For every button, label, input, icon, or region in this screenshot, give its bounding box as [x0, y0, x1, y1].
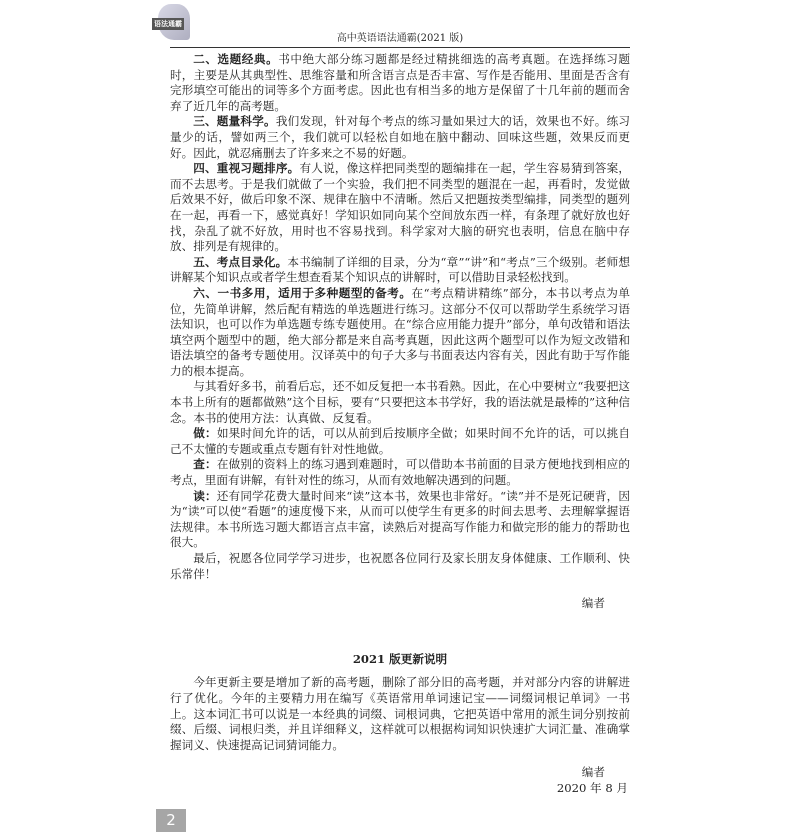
paragraph-lead: 五、考点目录化。	[193, 254, 288, 269]
paragraph	[170, 286, 630, 380]
update-notes	[170, 652, 630, 797]
logo-text: 语法通霸	[154, 19, 182, 28]
paragraph	[170, 489, 630, 551]
paragraph	[170, 52, 630, 114]
running-header: 高中英语语法通霸(2021 版)	[336, 33, 464, 44]
paragraph	[170, 426, 630, 457]
paragraph	[170, 161, 630, 255]
paragraph-lead: 二、选题经典。	[193, 52, 279, 66]
paragraph-lead: 四、重视习题排序。	[193, 161, 300, 176]
preface-signature: 编者	[581, 596, 605, 611]
paragraph	[170, 255, 630, 286]
paragraph-text: 书中绝大部分练习题都是经过精挑细选的高考真题。在选择练习题时，主要是从其典型性、思维容量和所含语言点是否丰富、写作是否能用、里面是否含有完形填空可能出的词等多个方面考虑。因此也有相当多的地方是保留了十几年前的题而舍弃了近几年的高考题。	[170, 52, 630, 113]
paragraph-text: 最后，祝愿各位同学学习进步，也祝愿各位同行及家长朋友身体健康、工作顺利、快乐常伴！	[170, 551, 630, 581]
paragraph-lead: 读：	[193, 488, 217, 503]
paragraph-lead: 六、一书多用，适用于多种题型的备考。	[193, 285, 412, 300]
update-date: 2020 年 8 月	[556, 780, 628, 795]
paragraph-text: 如果时间允许的话，可以从前到后按顺序全做；如果时间不允许的话，可以挑自己不太懂的专题或重点专题有针对性地做。	[170, 426, 630, 456]
paragraph-text: 本书编制了详细的目录，分为“章”“讲”和“考点”三个级别。老师想讲解某个知识点或者学生想查看某个知识点的讲解时，可以借助目录轻松找到。	[170, 254, 630, 285]
update-signature: 编者	[581, 765, 605, 780]
paragraph-text: 在“考点精讲精练”部分，本书以考点为单位，先简单讲解，然后配有精选的单选题进行练习。这部分不仅可以帮助学生系统学习语法知识，也可以作为单选题专练专题使用。在“综合应用能力提升”部分，单句改错和语法填空两个题型中的题，绝大部分都是来自高考真题，因此这两个题型可以作为短文改错和语法填空的备考专题使用。汉译英中的句子大多与书面表达内容有关，因此有助于写作能力的根本提高。	[170, 285, 630, 378]
paragraph	[170, 114, 630, 161]
paragraph	[170, 379, 630, 426]
paragraph-text: 还有同学花费大量时间来“读”这本书，效果也非常好。“读”并不是死记硬背，因为“读”可以使“看题”的速度慢下来，从而可以使学生有更多的时间去思考、去理解掌握语法规律。本书所选习题大都语言点丰富，读熟后对提高写作能力和做完形的能力的帮助也很大。	[170, 488, 630, 550]
header-rule	[170, 47, 630, 48]
paragraph	[170, 551, 630, 582]
preface-body	[170, 52, 630, 612]
paragraph-lead: 查：	[193, 457, 217, 472]
paragraph-text: 在做别的资料上的练习遇到难题时，可以借助本书前面的目录方便地找到相应的考点，里面有讲解，有针对性的练习，从而有效地解决遇到的问题。	[170, 457, 630, 488]
paragraph	[170, 457, 630, 488]
update-title: 2021 版更新说明	[352, 651, 448, 666]
paragraph-text: 有人说，像这样把同类型的题编排在一起，学生容易猜到答案，而不去思考。于是我们就做了一个实验，我们把不同类型的题混在一起，再看时，发觉做后效果不好，做后印象不深、规律在脑中不清晰。然后又把题按类型编排，同类型的题列在一起，再看一下，感觉真好！学知识如同向某个空间放东西一样，有条理了就好放也好找，杂乱了就不好放，用时也不容易找到。科学家对大脑的研究也表明，信息在脑中存放、排列是有规律的。	[170, 161, 630, 254]
update-text: 今年更新主要是增加了新的高考题，删除了部分旧的高考题，并对部分内容的讲解进行了优化。今年的主要精力用在编写《英语常用单词速记宝——词缀词根记单词》一书上。这本词汇书可以说是一本经典的词缀、词根词典，它把英语中常用的派生词分别按前缀、后缀、词根归类，并且详细释义，这样就可以根据构词知识快速扩大词汇量、准确掌握词义、快速提高记词猜词能力。	[170, 675, 630, 752]
book-logo	[152, 4, 192, 42]
paragraph-lead: 三、题量科学。	[193, 114, 276, 129]
page-number: 2	[156, 809, 186, 832]
paragraph-text: 与其看好多书，前看后忘，还不如反复把一本书看熟。因此，在心中要树立“我要把这本书上所有的题都做熟”这个目标，要有“只要把这本书学好，我的语法就是最棒的”这种信念。本书的使用方法：认真做、反复看。	[170, 379, 630, 425]
paragraph-lead: 做：	[193, 426, 217, 441]
page-content	[170, 52, 630, 797]
paragraph-text: 我们发现，针对每个考点的练习量如果过大的话，效果也不好。练习量少的话，譬如两三个，我们就可以轻松自如地在脑中翻动、回味这些题，效果反而更好。因此，就忍痛删去了许多来之不易的好题。	[170, 114, 630, 160]
